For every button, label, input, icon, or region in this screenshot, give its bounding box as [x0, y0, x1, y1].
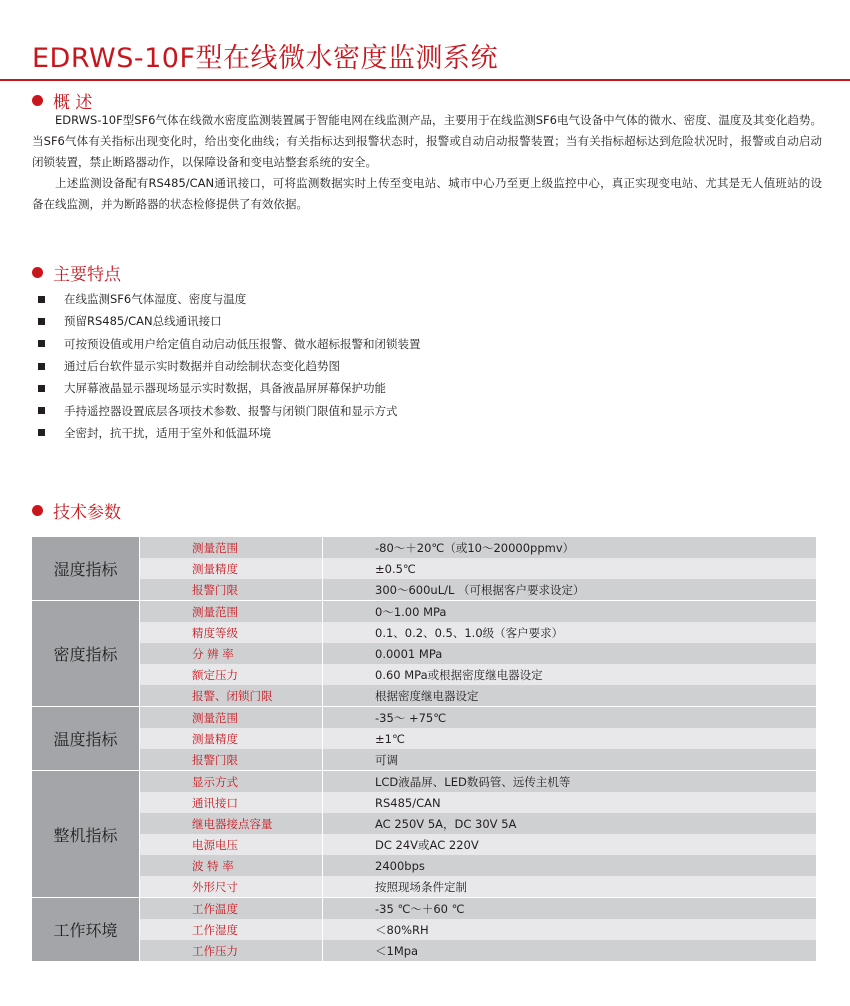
spec-param: 显示方式 — [140, 771, 323, 792]
spec-row — [140, 537, 816, 558]
spec-value: DC 24V或AC 220V — [375, 837, 479, 852]
spec-row — [140, 749, 816, 770]
overview-paragraph: 上述监测设备配有RS485/CAN通讯接口，可将监测数据实时上传至变电站、城市中心乃至更上级监控中心，真正实现变电站、尤其是无人值班站的设备在线监测，并为断路器的状态检修提供了有效依据。 — [32, 176, 822, 211]
spec-param: 通讯接口 — [140, 792, 323, 813]
spec-param: 波 特 率 — [140, 855, 323, 876]
spec-row — [140, 707, 816, 728]
spec-value: ＜1Mpa — [375, 943, 419, 958]
spec-row — [140, 728, 816, 749]
square-bullet-icon — [38, 385, 45, 392]
spec-row — [140, 919, 816, 940]
spec-value: 0.60 MPa或根据密度继电器设定 — [375, 667, 543, 682]
feature-item — [38, 288, 421, 310]
feature-text: 通过后台软件显示实时数据并自动绘制状态变化趋势图 — [64, 359, 340, 374]
spec-param: 外形尺寸 — [140, 876, 323, 897]
spec-value: 2400bps — [375, 858, 425, 873]
spec-param: 报警、闭锁门限 — [140, 685, 323, 706]
page-title: EDRWS-10F型在线微水密度监测系统 — [32, 43, 498, 74]
title-divider — [0, 79, 850, 81]
feature-item — [38, 399, 421, 421]
square-bullet-icon — [38, 318, 45, 325]
feature-text: 大屏幕液晶显示器现场显示实时数据，具备液晶屏屏幕保护功能 — [64, 381, 386, 396]
spec-value: LCD液晶屏、LED数码管、远传主机等 — [375, 774, 571, 789]
specs-heading-label: 技术参数 — [53, 503, 121, 523]
spec-group-temperature — [32, 707, 816, 771]
spec-value: 0～1.00 MPa — [375, 604, 447, 619]
spec-group-label: 整机指标 — [32, 771, 140, 897]
spec-group-density — [32, 601, 816, 707]
feature-item — [38, 333, 421, 355]
spec-value: -80～＋20℃（或10～20000ppmv） — [375, 540, 575, 555]
spec-value: 0.0001 MPa — [375, 646, 443, 661]
feature-text: 全密封，抗干扰，适用于室外和低温环境 — [64, 425, 271, 440]
spec-row — [140, 876, 816, 897]
features-heading — [32, 260, 121, 285]
spec-table — [32, 537, 816, 962]
spec-param: 工作温度 — [140, 898, 323, 919]
spec-group-label: 工作环境 — [32, 898, 140, 961]
specs-heading — [32, 498, 121, 523]
spec-group-device — [32, 771, 816, 898]
feature-item — [38, 422, 421, 444]
red-dot-icon — [32, 267, 43, 278]
spec-param: 测量范围 — [140, 537, 323, 558]
spec-row — [140, 940, 816, 961]
square-bullet-icon — [38, 340, 45, 347]
features-list — [38, 288, 421, 444]
spec-value: 根据密度继电器设定 — [375, 688, 479, 703]
spec-param: 工作湿度 — [140, 919, 323, 940]
square-bullet-icon — [38, 429, 45, 436]
spec-row — [140, 771, 816, 792]
overview-text — [32, 110, 822, 215]
features-heading-label: 主要特点 — [53, 265, 121, 285]
spec-param: 工作压力 — [140, 940, 323, 961]
spec-param: 继电器接点容量 — [140, 813, 323, 834]
spec-value: AC 250V 5A，DC 30V 5A — [375, 816, 517, 831]
spec-param: 测量范围 — [140, 601, 323, 622]
spec-row — [140, 834, 816, 855]
spec-param: 测量精度 — [140, 728, 323, 749]
red-dot-icon — [32, 95, 43, 106]
spec-value: 可调 — [375, 752, 398, 767]
spec-group-humidity — [32, 537, 816, 601]
spec-group-environment — [32, 898, 816, 962]
spec-row — [140, 813, 816, 834]
spec-row — [140, 601, 816, 622]
spec-param: 测量精度 — [140, 558, 323, 579]
feature-text: 手持遥控器设置底层各项技术参数、报警与闭锁门限值和显示方式 — [64, 403, 398, 418]
spec-row — [140, 579, 816, 600]
feature-text: 在线监测SF6气体湿度、密度与温度 — [64, 292, 247, 307]
spec-row — [140, 855, 816, 876]
spec-row — [140, 685, 816, 706]
spec-row — [140, 643, 816, 664]
spec-param: 测量范围 — [140, 707, 323, 728]
spec-value: ＜80%RH — [375, 922, 429, 937]
spec-value: ±1℃ — [375, 731, 405, 746]
spec-group-label: 密度指标 — [32, 601, 140, 706]
spec-group-label: 湿度指标 — [32, 537, 140, 600]
feature-item — [38, 377, 421, 399]
square-bullet-icon — [38, 363, 45, 370]
spec-value: -35 ℃～＋60 ℃ — [375, 901, 465, 916]
feature-item — [38, 310, 421, 332]
spec-value: 300～600uL/L （可根据客户要求设定） — [375, 582, 585, 597]
spec-row — [140, 558, 816, 579]
spec-param: 分 辨 率 — [140, 643, 323, 664]
spec-value: 0.1、0.2、0.5、1.0级（客户要求） — [375, 625, 564, 640]
red-dot-icon — [32, 505, 43, 516]
spec-param: 报警门限 — [140, 749, 323, 770]
square-bullet-icon — [38, 296, 45, 303]
spec-row — [140, 664, 816, 685]
spec-value: ±0.5℃ — [375, 561, 416, 576]
overview-heading-label: 概 述 — [53, 93, 93, 113]
feature-item — [38, 355, 421, 377]
spec-param: 电源电压 — [140, 834, 323, 855]
spec-value: RS485/CAN — [375, 795, 441, 810]
spec-row — [140, 898, 816, 919]
feature-text: 预留RS485/CAN总线通讯接口 — [64, 314, 222, 329]
spec-param: 额定压力 — [140, 664, 323, 685]
spec-row — [140, 792, 816, 813]
spec-param: 报警门限 — [140, 579, 323, 600]
spec-value: -35～ +75℃ — [375, 710, 447, 725]
spec-value: 按照现场条件定制 — [375, 879, 467, 894]
feature-text: 可按预设值或用户给定值自动启动低压报警、微水超标报警和闭锁装置 — [64, 336, 421, 351]
overview-paragraph: EDRWS-10F型SF6气体在线微水密度监测装置属于智能电网在线监测产品，主要用于在线监测SF6电气设备中气体的微水、密度、温度及其变化趋势。当SF6气体有关指标出现变化时，给出变化曲线；有关指标达到报警状态时，报警或自动启动报警装置；当有关指标超标达到危险状况时，报警或自动启动闭锁装置，禁止断路器动作，以保障设备和变电站整套系统的安全。 — [32, 113, 822, 169]
spec-row — [140, 622, 816, 643]
spec-group-label: 温度指标 — [32, 707, 140, 770]
square-bullet-icon — [38, 407, 45, 414]
spec-param: 精度等级 — [140, 622, 323, 643]
